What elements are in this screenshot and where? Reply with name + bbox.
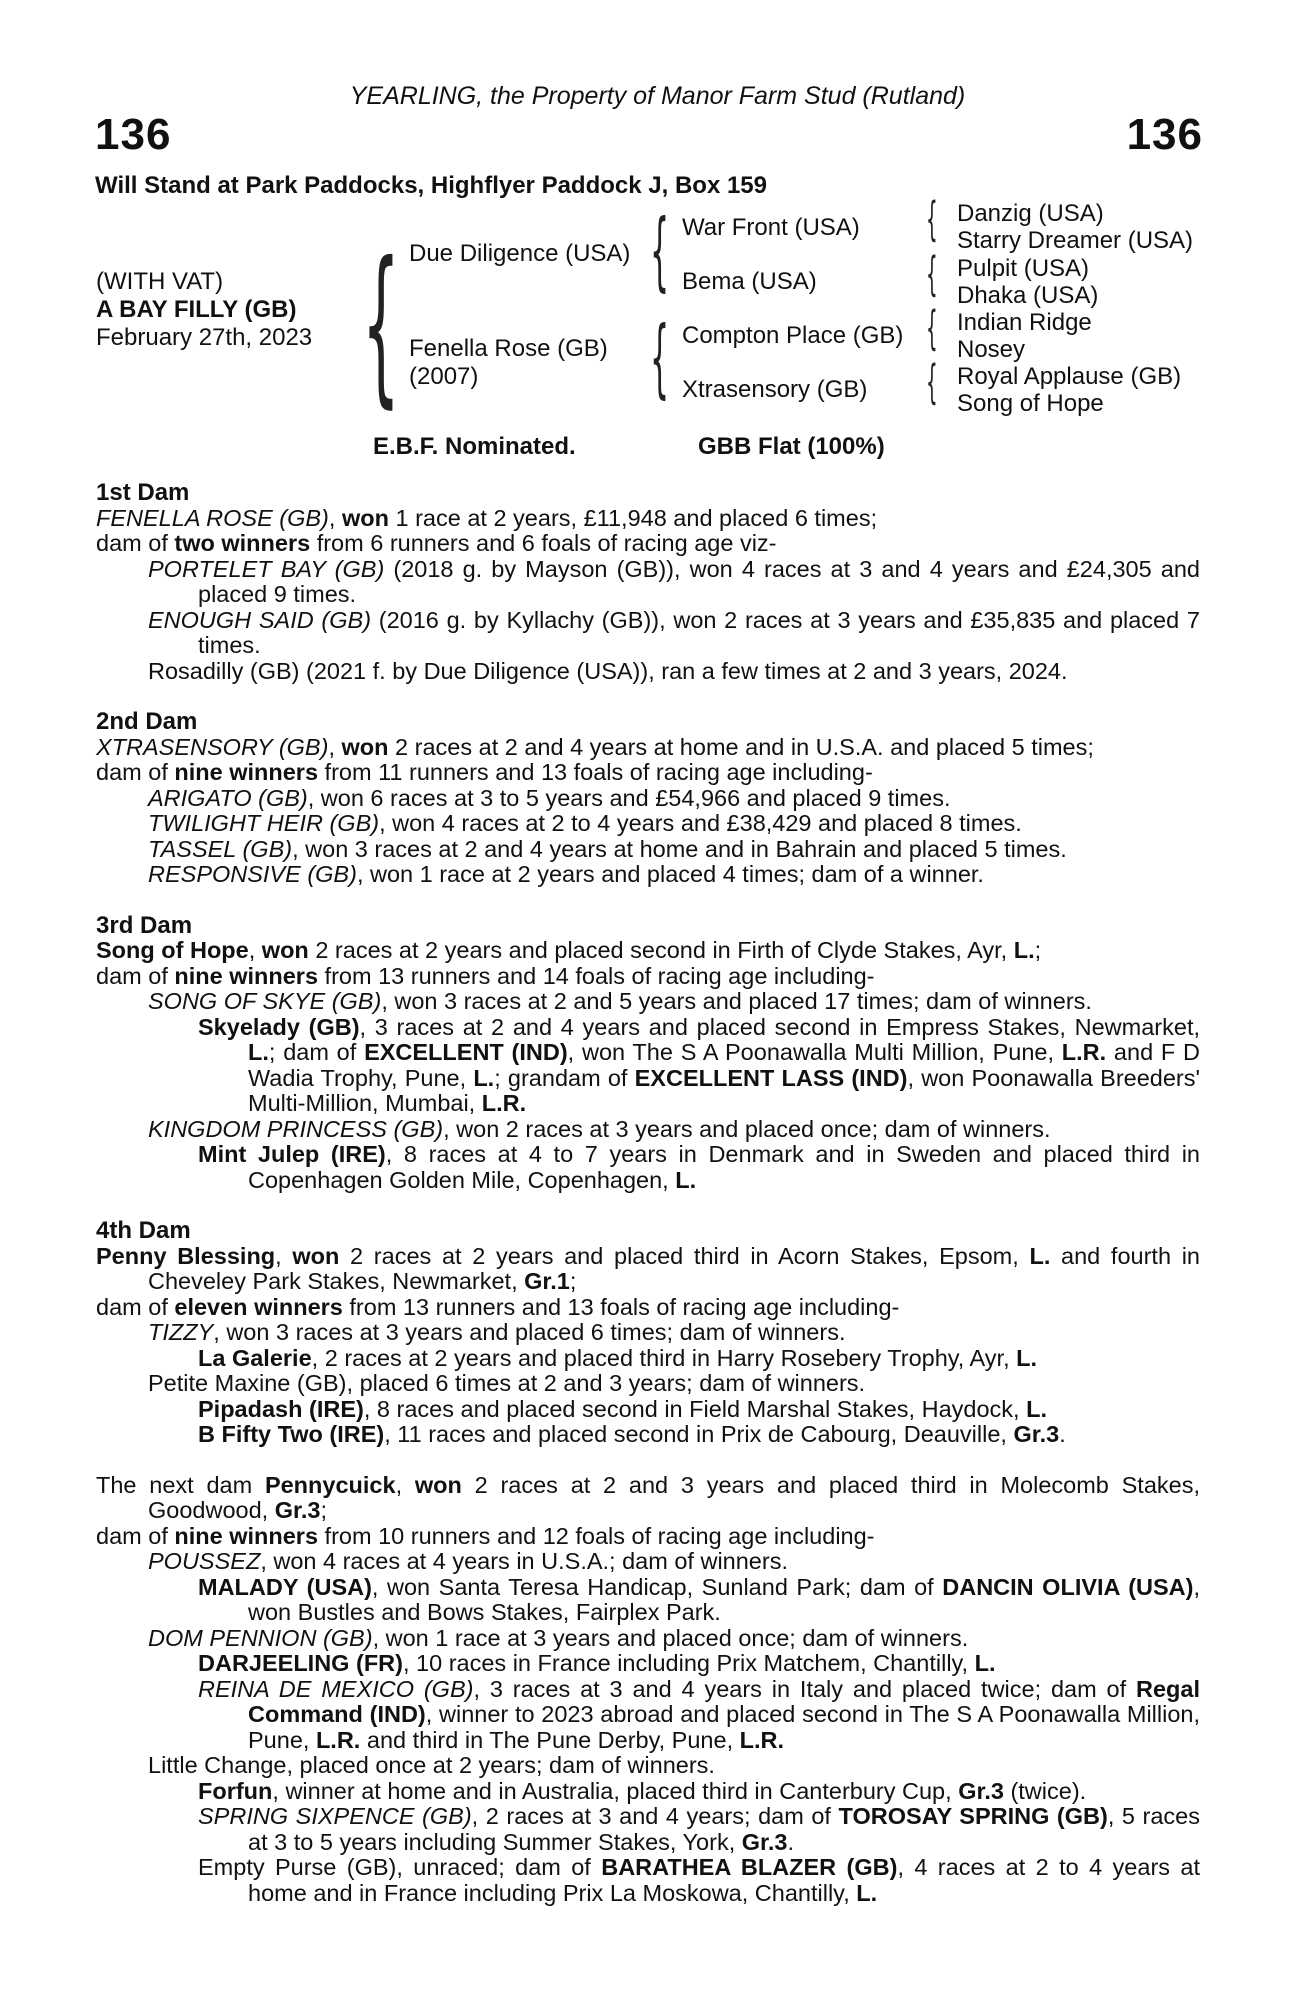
lot-number-right: 136 bbox=[1126, 110, 1203, 159]
dam-sire: Compton Place (GB) bbox=[682, 322, 904, 349]
offspring-entry: ARIGATO (GB), won 6 races at 3 to 5 years and £54,966 and placed 9 times. bbox=[148, 784, 951, 811]
grandsire-2: Starry Dreamer (USA) bbox=[957, 227, 1194, 254]
section-heading: 4th Dam bbox=[96, 1217, 191, 1244]
grandsire-1: Danzig (USA) bbox=[957, 200, 1104, 227]
grand-offspring-entry: SPRING SIXPENCE (GB), 2 races at 3 and 4 years; dam of TOROSAY SPRING (GB), 5 races at 3 to 5 years including Summer Stakes, York, Gr.3. bbox=[198, 1803, 1200, 1855]
offspring-entry: DOM PENNION (GB), won 1 race at 3 years and placed once; dam of winners. bbox=[148, 1624, 969, 1651]
foaling-date: February 27th, 2023 bbox=[96, 324, 313, 351]
offspring-entry: RESPONSIVE (GB), won 1 race at 2 years and placed 4 times; dam of a winner. bbox=[148, 861, 984, 887]
pedigree-brace-g3: { bbox=[926, 301, 938, 355]
grand-offspring-entry: MALADY (USA), won Santa Teresa Handicap, Sunland Park; dam of DANCIN OLIVIA (USA), won Bustles and Bows Stakes, Fairplex Park. bbox=[198, 1573, 1200, 1625]
dam-record: The next dam Pennycuick, won 2 races at 2 and 3 years and placed third in Molecomb Stakes, Goodwood, Gr.3; bbox=[96, 1471, 1201, 1523]
first-dam-section bbox=[96, 480, 1200, 684]
grand-offspring-entry: B Fifty Two (IRE), 11 races and placed second in Prix de Cabourg, Deauville, Gr.3. bbox=[198, 1421, 1066, 1447]
ebf-nomination: E.B.F. Nominated. bbox=[373, 433, 576, 460]
offspring-entry: TIZZY, won 3 races at 3 years and placed 6 times; dam of winners. bbox=[148, 1319, 846, 1345]
fourth-dam-section bbox=[96, 1218, 1200, 1448]
pedigree-brace-g1: { bbox=[926, 192, 938, 246]
dam-produce-summary: dam of nine winners from 10 runners and 12 foals of racing age including- bbox=[96, 1522, 875, 1549]
offspring-entry: ENOUGH SAID (GB) (2016 g. by Kyllachy (GB)), won 2 races at 3 years and £35,835 and placed 7 times. bbox=[148, 606, 1200, 658]
offspring-entry: PORTELET BAY (GB) (2018 g. by Mayson (GB)), won 4 races at 3 and 4 years and £24,305 and placed 9 times. bbox=[148, 555, 1200, 607]
dam-produce-summary: dam of nine winners from 13 runners and 14 foals of racing age including- bbox=[96, 962, 875, 989]
dam-year: (2007) bbox=[409, 363, 479, 390]
grand-offspring-entry: Empty Purse (GB), unraced; dam of BARATHEA BLAZER (GB), 4 races at 2 to 4 years at home and in France including Prix La Moskowa, Chantilly, L. bbox=[198, 1854, 1201, 1906]
dam-name: Fenella Rose (GB) bbox=[409, 335, 608, 362]
grand-offspring-entry: Forfun, winner at home and in Australia, placed third in Canterbury Cup, Gr.3 (twice). bbox=[198, 1777, 1087, 1804]
third-dam-section bbox=[96, 913, 1200, 1194]
offspring-entry: TASSEL (GB), won 3 races at 2 and 4 years at home and in Bahrain and placed 5 times. bbox=[148, 835, 1067, 862]
grandsire-7: Royal Applause (GB) bbox=[957, 363, 1182, 390]
dam-record: Penny Blessing, won 2 races at 2 years and placed third in Acorn Stakes, Epsom, L. and fourth in Cheveley Park Stakes, Newmarket, Gr.1; bbox=[96, 1242, 1200, 1294]
dam-produce-summary: dam of two winners from 6 runners and 6 foals of racing age viz- bbox=[96, 530, 777, 556]
offspring-entry: Little Change, placed once at 2 years; dam of winners. bbox=[148, 1752, 715, 1778]
dam-produce-summary: dam of eleven winners from 13 runners and 13 foals of racing age including- bbox=[96, 1293, 900, 1320]
lot-number-left: 136 bbox=[95, 110, 172, 159]
grandsire-6: Nosey bbox=[957, 336, 1026, 363]
dam-record: Song of Hope, won 2 races at 2 years and placed second in Firth of Clyde Stakes, Ayr, L.; bbox=[96, 937, 1042, 963]
sire-sire: War Front (USA) bbox=[682, 214, 860, 241]
grand-offspring-entry: DARJEELING (FR), 10 races in France including Prix Matchem, Chantilly, L. bbox=[198, 1650, 996, 1676]
grand-offspring-entry: REINA DE MEXICO (GB), 3 races at 3 and 4 years in Italy and placed twice; dam of Regal Command (IND), winner to 2023 abroad and placed second in The S A Poonawalla Million, Pune, L.R. and third in The Pune Derby, Pune, L.R. bbox=[198, 1675, 1201, 1753]
gbb-flat: GBB Flat (100%) bbox=[698, 433, 885, 460]
stand-location: Will Stand at Park Paddocks, Highflyer Paddock J, Box 159 bbox=[95, 172, 767, 199]
offspring-entry: KINGDOM PRINCESS (GB), won 2 races at 3 years and placed once; dam of winners. bbox=[148, 1115, 1051, 1142]
next-dam-section bbox=[96, 1473, 1200, 1907]
dam-record: FENELLA ROSE (GB), won 1 race at 2 years, £11,948 and placed 6 times; bbox=[96, 504, 878, 531]
offspring-entry: Petite Maxine (GB), placed 6 times at 2 and 3 years; dam of winners. bbox=[148, 1370, 866, 1396]
grandsire-8: Song of Hope bbox=[957, 390, 1104, 417]
offspring-entry: TWILIGHT HEIR (GB), won 4 races at 2 to 4 years and £38,429 and placed 8 times. bbox=[148, 810, 1022, 836]
offspring-entry: Rosadilly (GB) (2021 f. by Due Diligence (USA)), ran a few times at 2 and 3 years, 2024. bbox=[148, 657, 1068, 684]
pedigree-details bbox=[96, 480, 1200, 1906]
sire-dam: Bema (USA) bbox=[682, 268, 817, 295]
dam-dam: Xtrasensory (GB) bbox=[682, 376, 868, 403]
dam-record: XTRASENSORY (GB), won 2 races at 2 and 4 years at home and in U.S.A. and placed 5 times; bbox=[96, 733, 1094, 760]
grand-offspring-entry: Pipadash (IRE), 8 races and placed second in Field Marshal Stakes, Haydock, L. bbox=[198, 1395, 1047, 1422]
vendor-line: YEARLING, the Property of Manor Farm Stud (Rutland) bbox=[349, 82, 966, 110]
offspring-entry: POUSSEZ, won 4 races at 4 years in U.S.A.; dam of winners. bbox=[148, 1548, 788, 1574]
grandsire-3: Pulpit (USA) bbox=[957, 255, 1090, 282]
pedigree-brace-dam: { bbox=[650, 308, 670, 408]
second-dam-section bbox=[96, 709, 1200, 888]
pedigree-brace-sire: { bbox=[650, 201, 670, 301]
section-heading: 1st Dam bbox=[96, 479, 190, 506]
offspring-entry: SONG OF SKYE (GB), won 3 races at 2 and 5 years and placed 17 times; dam of winners. bbox=[148, 988, 1092, 1014]
section-heading: 2nd Dam bbox=[96, 708, 198, 735]
sire-name: Due Diligence (USA) bbox=[409, 240, 631, 267]
section-heading: 3rd Dam bbox=[96, 911, 193, 939]
grandsire-4: Dhaka (USA) bbox=[957, 282, 1099, 309]
vat-label: (WITH VAT) bbox=[96, 268, 224, 295]
pedigree-brace-g2: { bbox=[926, 247, 938, 301]
grand-offspring-entry: Mint Julep (IRE), 8 races at 4 to 7 years in Denmark and in Sweden and placed third in Copenhagen Golden Mile, Copenhagen, L. bbox=[198, 1141, 1201, 1193]
grandsire-5: Indian Ridge bbox=[957, 309, 1092, 336]
horse-name: A BAY FILLY (GB) bbox=[96, 296, 297, 323]
pedigree-brace-main: { bbox=[362, 226, 400, 424]
grand-offspring-entry: La Galerie, 2 races at 2 years and placed third in Harry Rosebery Trophy, Ayr, L. bbox=[198, 1344, 1038, 1371]
dam-produce-summary: dam of nine winners from 11 runners and 13 foals of racing age including- bbox=[96, 759, 873, 785]
pedigree-brace-g4: { bbox=[926, 355, 938, 409]
grand-offspring-entry: Skyelady (GB), 3 races at 2 and 4 years and placed second in Empress Stakes, Newmarket, L.; dam of EXCELLENT (IND), won The S A Poonawalla Multi Million, Pune, L.R. and F D Wadia Trophy, Pune, L.; grandam of EXCELLENT LASS (IND), won Poonawalla Breeders' Multi-Million, Mumbai, L.R. bbox=[198, 1013, 1201, 1116]
